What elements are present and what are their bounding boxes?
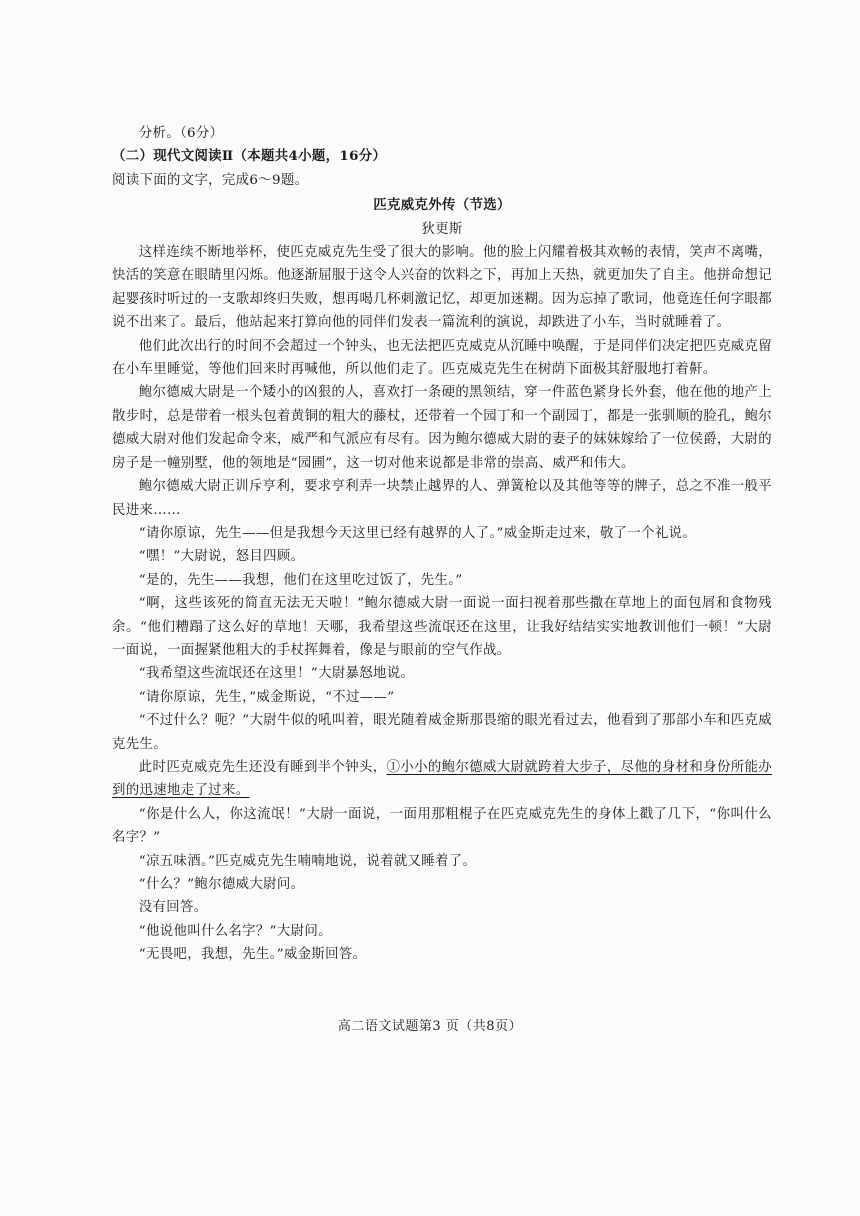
dialogue-paragraph: “他说他叫什么名字？”大尉问。	[138, 923, 332, 939]
article-title: 匹克威克外传（节选）	[373, 197, 511, 214]
page-footer: 高二语文试题第3 页（共8页）	[337, 1019, 523, 1034]
paragraph: 没有回答。	[138, 900, 208, 916]
dialogue-paragraph: “嘿！”大尉说，怒目四顾。	[138, 549, 305, 565]
dialogue-paragraph: “什么？”鲍尔德威大尉问。	[138, 877, 305, 892]
dialogue-paragraph: “啊，这些该死的简直无法无天啦！”鲍尔德威大尉一面说一面扫视着那些撒在草地上的面包屑和食物残余。“他们糟蹋了这么好的草地！天哪，我希望这些流氓还在这里，让我好结结实实地教训他们一顿！”大尉一面说，一面握紧他粗大的手杖挥舞着，像是与眼前的空气作战。	[112, 596, 772, 658]
paragraph: 鲍尔德威大尉是一个矮小的凶狠的人，喜欢打一条硬的黑领结，穿一件蓝色紧身长外套，他在他的地产上散步时，总是带着一根头包着黄铜的粗大的藤杖，还带着一个园丁和一个副园丁，都是一张驯顺的脸孔，鲍尔德威大尉对他们发起命令来，威严和气派应有尽有。因为鲍尔德威大尉的妻子的妹妹嫁给了一位侯爵，大尉的房子是一幢别墅，他的领地是“园圃”，这一切对他来说都是非常的崇高、威严和伟大。	[112, 385, 772, 471]
reading-instruction: 阅读下面的文字，完成6～9题。	[112, 172, 309, 188]
dialogue-paragraph: “不过什么？呃？”大尉牛似的吼叫着，眼光随着威金斯那畏缩的眼光看过去，他看到了那部小车和匹克威克先生。	[112, 713, 772, 752]
previous-question-tail: 分析。（6分）	[138, 126, 224, 141]
page-content	[112, 122, 772, 967]
dialogue-paragraph: “请你原谅，先生，”威金斯说，“不过——”	[138, 689, 395, 705]
dialogue-paragraph: “我希望这些流氓还在这里！”大尉暴怒地说。	[138, 666, 415, 682]
paragraph-text: 此时匹克威克先生还没有睡到半个钟头，	[138, 759, 387, 775]
paragraph-with-underlined-sentence	[112, 756, 772, 803]
dialogue-paragraph: “你是什么人，你这流氓！”大尉一面说，一面用那粗棍子在匹克威克先生的身体上戳了几下，“你叫什么名字？”	[112, 806, 772, 846]
paragraph: 鲍尔德威大尉正训斥亨利，要求亨利弄一块禁止越界的人、弹簧枪以及其他等等的牌子，总之不准一般平民进来……	[112, 479, 772, 518]
paragraph: 他们此次出行的时间不会超过一个钟头，也无法把匹克威克从沉睡中唤醒，于是同伴们决定把匹克威克留在小车里睡觉，等他们回来时再喊他，所以他们走了。匹克威克先生在树荫下面极其舒服地打着鼾。	[112, 338, 772, 378]
article-author: 狄更斯	[421, 221, 463, 237]
section-heading: （二）现代文阅读Ⅱ（本题共4小题，16分）	[112, 148, 387, 165]
dialogue-paragraph: “请你原谅，先生——但是我想今天这里已经有越界的人了。”威金斯走过来，敬了一个礼说。	[138, 525, 697, 541]
underlined-sentence-1: ①小小的鲍尔德威大尉就跨着大步子，尽他的身材和身份所能办到的迅速地走了过来。	[112, 759, 772, 799]
dialogue-paragraph: “是的，先生——我想，他们在这里吃过饭了，先生。”	[138, 572, 463, 588]
dialogue-paragraph: “无畏吧，我想，先生。”威金斯回答。	[138, 947, 367, 963]
dialogue-paragraph: “凉五味酒。”匹克威克先生喃喃地说，说着就又睡着了。	[138, 853, 477, 869]
paragraph: 这样连续不断地举杯，使匹克威克先生受了很大的影响。他的脸上闪耀着极其欢畅的表情，笑声不离嘴，快活的笑意在眼睛里闪烁。他逐渐屈服于这令人兴奋的饮料之下，再加上天热，就更加失了自主。他拼命想记起婴孩时听过的一支歌却终归失败，想再喝几杯刺激记忆，却更加迷糊。因为忘掉了歌词，他竟连任何字眼都说不出来了。最后，他站起来打算向他的同伴们发表一篇流利的演说，却跌进了小车，当时就睡着了。	[112, 245, 772, 331]
